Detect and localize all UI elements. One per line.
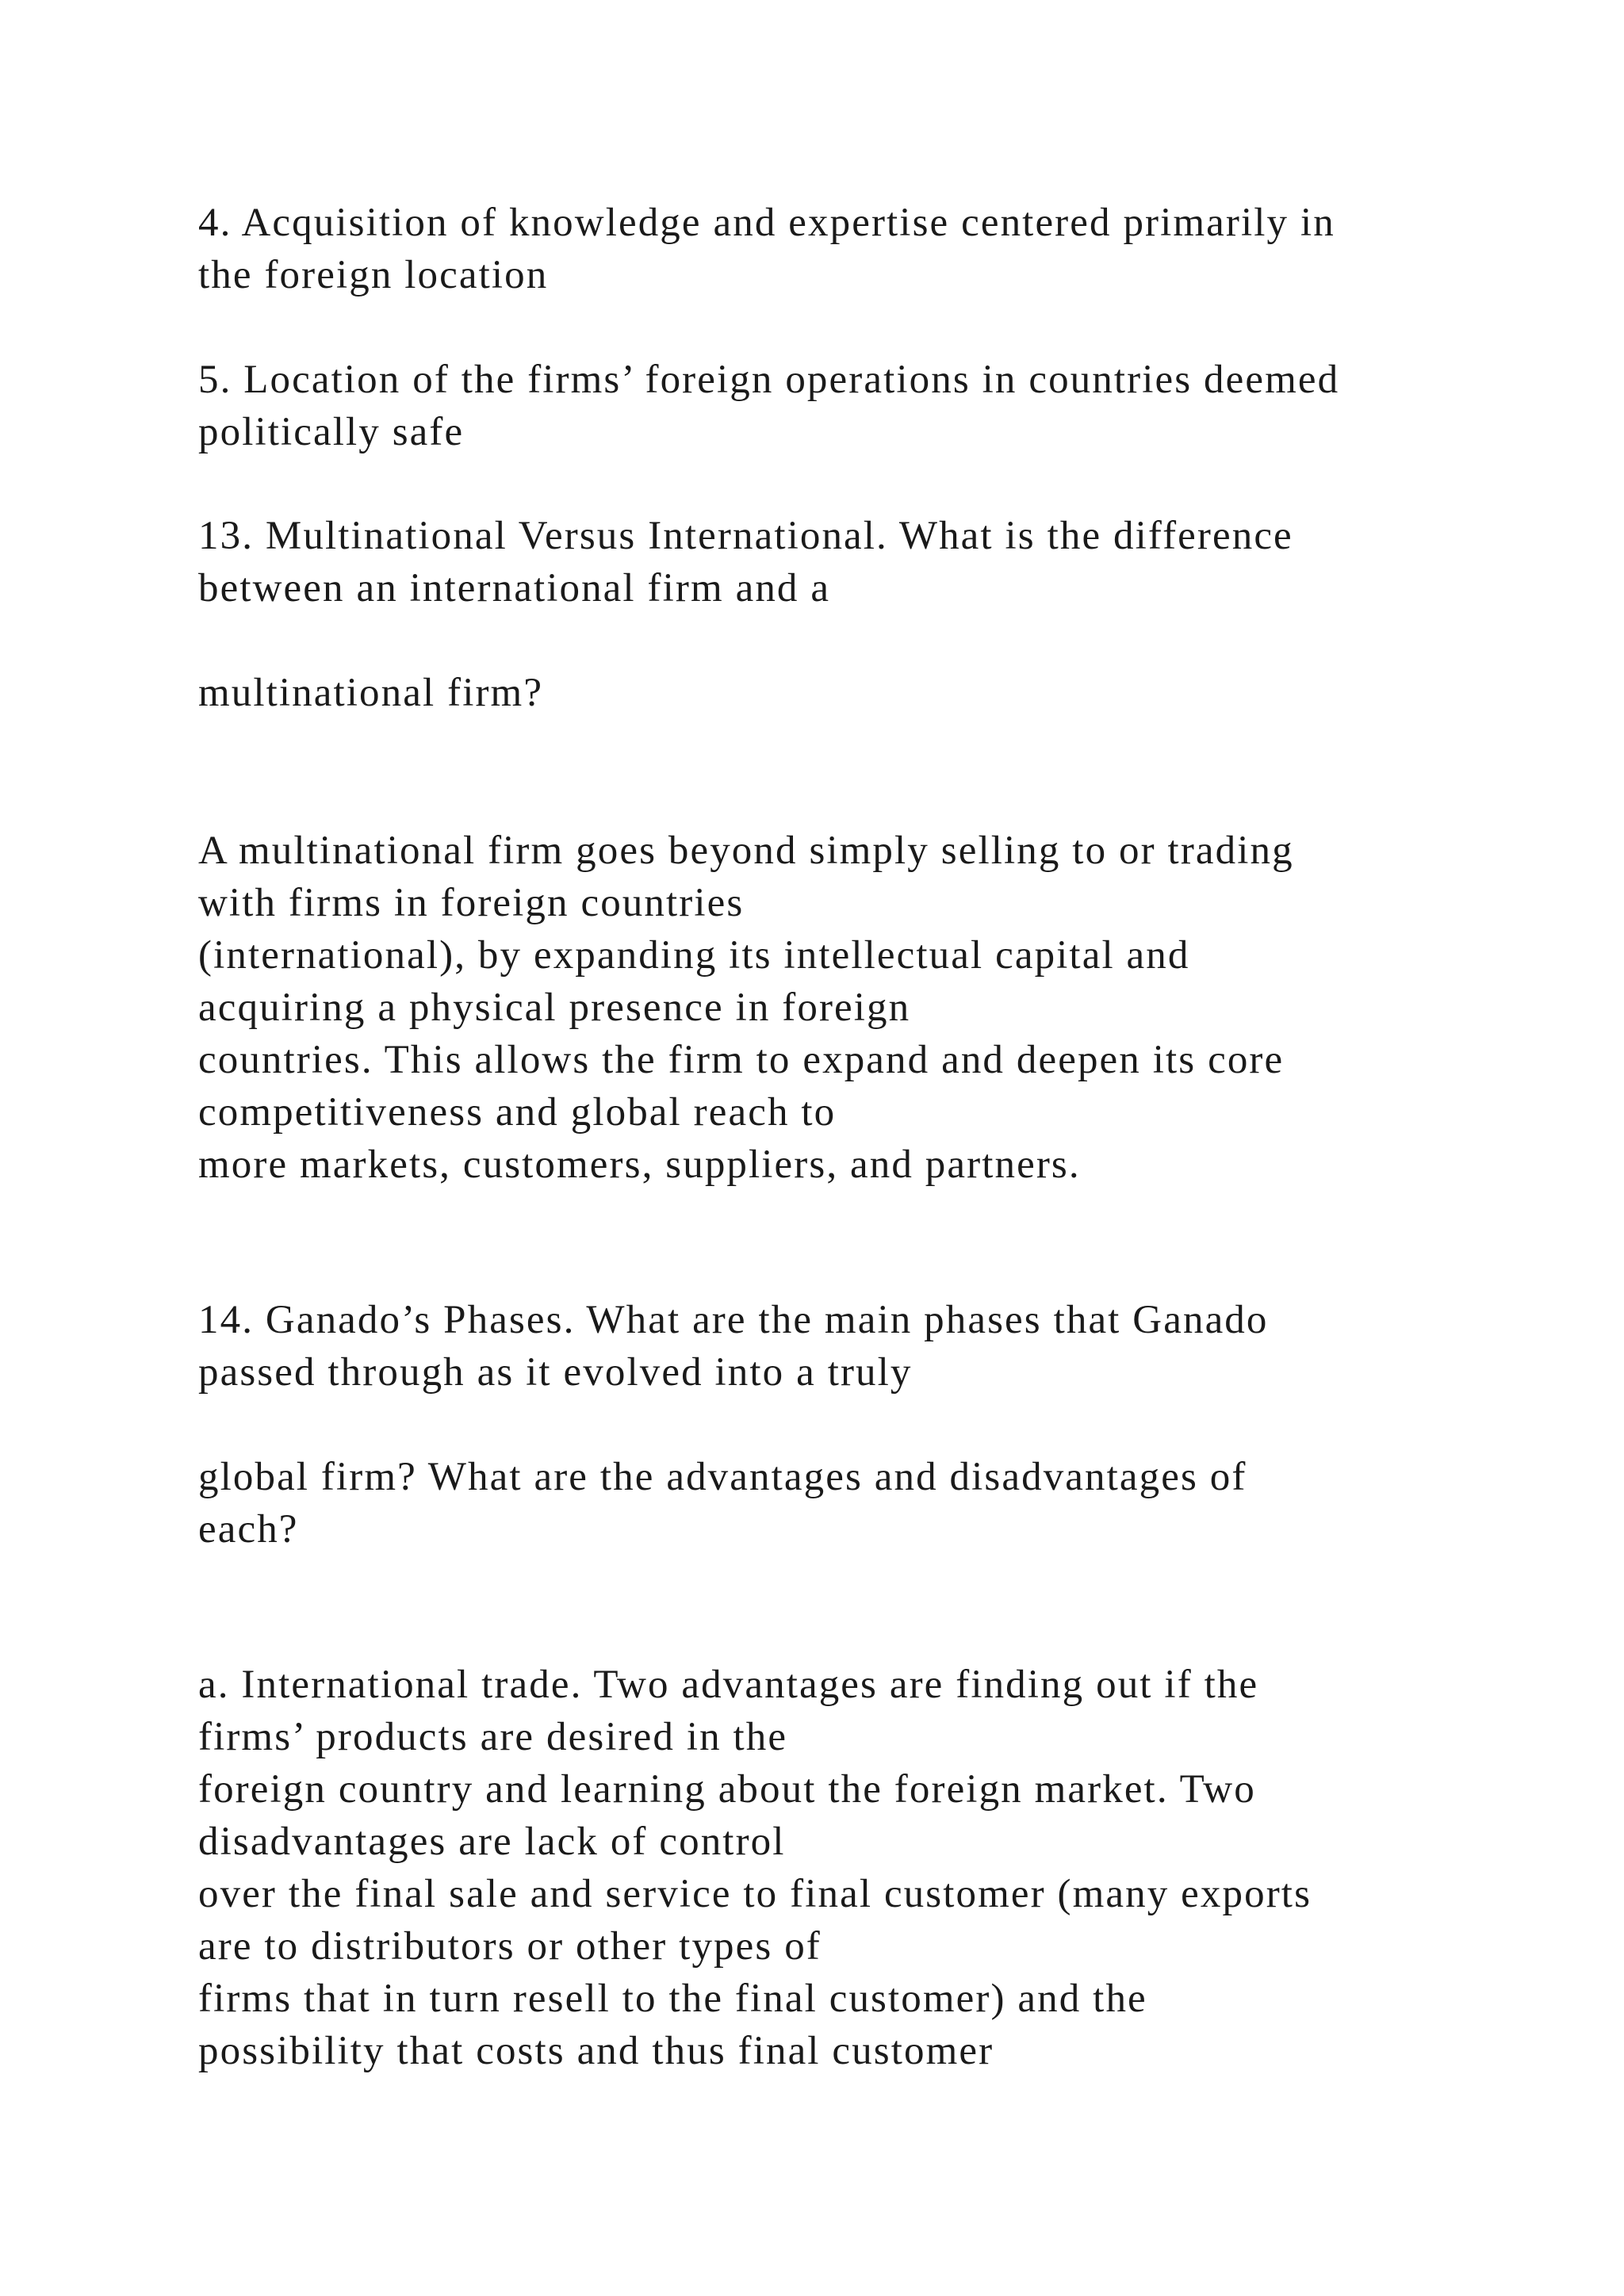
list-item-5	[198, 354, 1499, 458]
text-line: firms’ products are desired in the	[198, 1715, 788, 1759]
text-line: 5. Location of the firms’ foreign operations in countries deemed	[198, 358, 1340, 402]
text-line: over the final sale and service to final customer (many exports	[198, 1872, 1312, 1916]
text-line: global firm? What are the advantages and disadvantages of	[198, 1455, 1247, 1499]
text-line: 4. Acquisition of knowledge and expertise centered primarily in	[198, 201, 1335, 245]
text-line: acquiring a physical presence in foreign	[198, 985, 911, 1030]
question-13-continued	[198, 667, 1499, 719]
text-line: are to distributors or other types of	[198, 1924, 822, 1969]
text-line: 14. Ganado’s Phases. What are the main phases that Ganado	[198, 1298, 1269, 1342]
text-line: foreign country and learning about the foreign market. Two	[198, 1767, 1256, 1812]
text-line: between an international firm and a	[198, 566, 831, 610]
text-line: A multinational firm goes beyond simply selling to or trading	[198, 828, 1294, 873]
text-line: multinational firm?	[198, 671, 544, 715]
text-line: 13. Multinational Versus International. What is the difference	[198, 514, 1293, 558]
text-line: each?	[198, 1507, 299, 1552]
text-line: a. International trade. Two advantages are finding out if the	[198, 1663, 1259, 1707]
list-item-4	[198, 197, 1499, 301]
text-line: more markets, customers, suppliers, and partners.	[198, 1142, 1081, 1187]
text-line: firms that in turn resell to the final customer) and the	[198, 1976, 1147, 2021]
text-line: with firms in foreign countries	[198, 881, 745, 925]
answer-13	[198, 825, 1499, 1191]
question-14	[198, 1294, 1499, 1399]
text-line: the foreign location	[198, 253, 549, 297]
question-13	[198, 510, 1499, 614]
text-line: possibility that costs and thus final customer	[198, 2029, 994, 2073]
text-line: passed through as it evolved into a truly	[198, 1350, 913, 1395]
text-line: politically safe	[198, 410, 465, 454]
answer-14a	[198, 1659, 1499, 2077]
text-line: countries. This allows the firm to expand and deepen its core	[198, 1038, 1285, 1082]
question-14-continued	[198, 1451, 1499, 1556]
text-line: competitiveness and global reach to	[198, 1090, 837, 1135]
text-line: disadvantages are lack of control	[198, 1820, 786, 1864]
text-line: (international), by expanding its intellectual capital and	[198, 933, 1190, 978]
